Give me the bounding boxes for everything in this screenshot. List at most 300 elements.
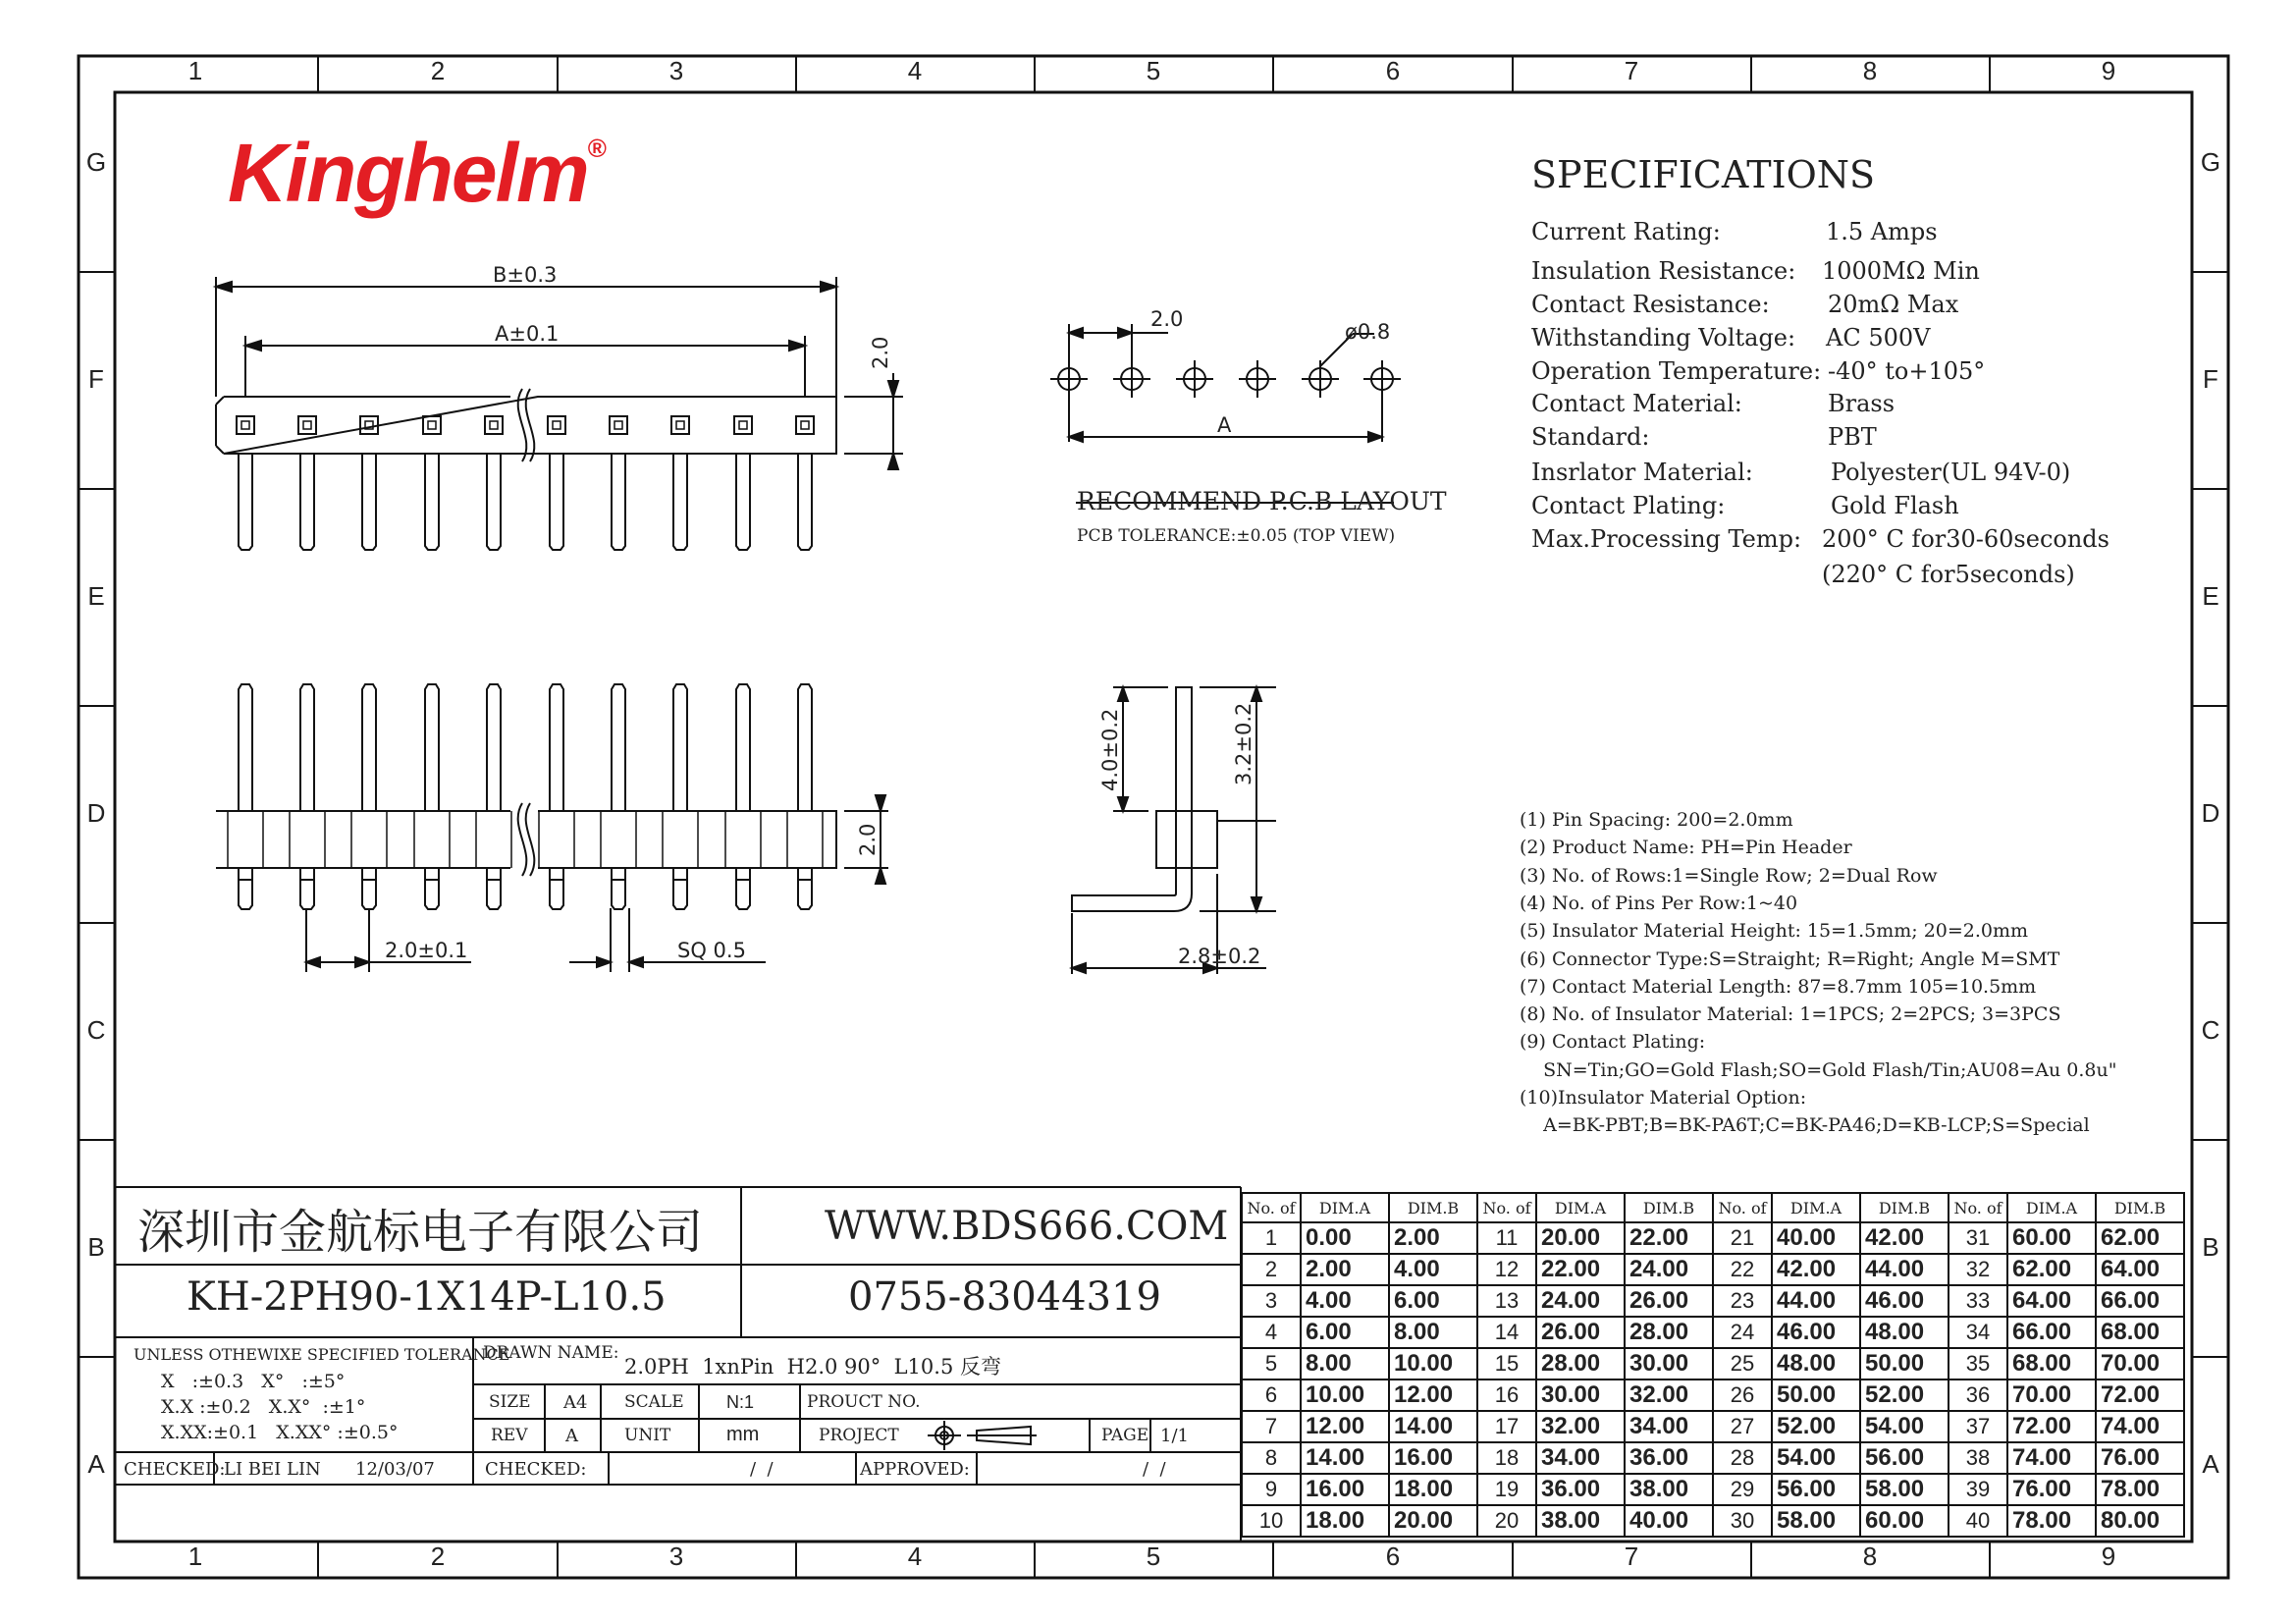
dim-table-row	[1242, 1380, 2184, 1411]
dim-a-cell: 64.00	[2007, 1285, 2096, 1317]
zone-col-label: 3	[668, 56, 684, 85]
pin-count-cell: 9	[1242, 1474, 1301, 1505]
dim-b-cell: 64.00	[2096, 1254, 2184, 1285]
pin-tail	[612, 454, 625, 550]
pin-square-inner	[490, 421, 498, 429]
pin-square	[237, 416, 254, 434]
drawn-name: 2.0PH 1xnPin H2.0 90° L10.5 反弯	[624, 1355, 1001, 1379]
pin-count-cell: 19	[1477, 1474, 1536, 1505]
pin-count-cell: 13	[1477, 1285, 1536, 1317]
dim-b-cell: 44.00	[1860, 1254, 1949, 1285]
pin-count-cell: 5	[1242, 1348, 1301, 1380]
dim-b-cell: 70.00	[2096, 1348, 2184, 1380]
dim-a-cell: 48.00	[1772, 1348, 1860, 1380]
dim-b-cell: 42.00	[1860, 1222, 1949, 1254]
spec-value: Polyester(UL 94V-0)	[1831, 459, 2071, 486]
dim-a-cell: 52.00	[1772, 1411, 1860, 1442]
dim-b-cell: 16.00	[1389, 1442, 1477, 1474]
zone-row-label-right: E	[2202, 581, 2219, 611]
note-line: (7) Contact Material Length: 87=8.7mm 105=10.5mm	[1520, 975, 2037, 998]
dim-b-cell: 48.00	[1860, 1317, 1949, 1348]
zone-row-label: D	[86, 798, 106, 828]
pin-count-cell: 34	[1949, 1317, 2007, 1348]
dim-b-cell: 4.00	[1389, 1254, 1477, 1285]
pin-lower	[487, 868, 501, 909]
pin-upper	[550, 684, 563, 811]
spec-label: Contact Resistance:	[1531, 291, 1770, 318]
pin-count-cell: 32	[1949, 1254, 2007, 1285]
unit-label: UNIT	[624, 1426, 671, 1445]
dim-a-cell: 20.00	[1536, 1222, 1625, 1254]
spec-value: 200° C for30-60seconds	[1822, 525, 2109, 553]
spec-label: Operation Temperature:	[1531, 357, 1822, 385]
pin-upper	[300, 684, 314, 811]
zone-col-label-bottom: 5	[1146, 1542, 1161, 1571]
pin-count-cell: 15	[1477, 1348, 1536, 1380]
zone-col-label-bottom: 3	[668, 1542, 684, 1571]
dim-a-cell: 30.00	[1536, 1380, 1625, 1411]
zone-col-label-bottom: 7	[1624, 1542, 1639, 1571]
dim-a-cell: 42.00	[1772, 1254, 1860, 1285]
spec-label: Max.Processing Temp:	[1531, 525, 1802, 553]
phone-number: 0755-83044319	[848, 1274, 1161, 1320]
pin-square	[734, 416, 752, 434]
pin-count-cell: 23	[1713, 1285, 1772, 1317]
pin-count-cell: 33	[1949, 1285, 2007, 1317]
pin-upper	[798, 684, 812, 811]
pin-square-inner	[739, 421, 747, 429]
spec-value: 1000MΩ Min	[1822, 257, 1980, 285]
dim-b-cell: 74.00	[2096, 1411, 2184, 1442]
dim-front-pitch-label: 2.0±0.1	[385, 939, 468, 962]
pin-lower	[362, 868, 376, 909]
scale-value: N:1	[726, 1392, 755, 1412]
dim-table-row	[1242, 1505, 2184, 1537]
pin-square	[485, 416, 503, 434]
pin-upper	[487, 684, 501, 811]
dim-b-cell: 36.00	[1625, 1442, 1713, 1474]
pin-upper	[673, 684, 687, 811]
spec-label: Contact Material:	[1531, 390, 1742, 417]
dim-b-cell: 20.00	[1389, 1505, 1477, 1537]
spec-row	[1531, 423, 1877, 451]
pin-count-cell: 28	[1713, 1442, 1772, 1474]
specifications-title: SPECIFICATIONS	[1531, 153, 1876, 196]
pin-count-cell: 6	[1242, 1380, 1301, 1411]
zone-row-label: F	[88, 364, 104, 394]
spec-row	[1531, 525, 2109, 553]
dim-b-cell: 8.00	[1389, 1317, 1477, 1348]
dim-a-cell: 66.00	[2007, 1317, 2096, 1348]
pin-count-cell: 10	[1242, 1505, 1301, 1537]
dim-b-cell: 72.00	[2096, 1380, 2184, 1411]
dim-b-cell: 32.00	[1625, 1380, 1713, 1411]
zone-col-label: 5	[1146, 56, 1161, 85]
pin-count-cell: 36	[1949, 1380, 2007, 1411]
dim-a-cell: 26.00	[1536, 1317, 1625, 1348]
dim-table-header: DIM.B	[1625, 1193, 1713, 1222]
dim-b-cell: 2.00	[1389, 1222, 1477, 1254]
registered-mark: ®	[587, 134, 605, 163]
pin-count-cell: 16	[1477, 1380, 1536, 1411]
dim-a-cell: 58.00	[1772, 1505, 1860, 1537]
spec-value: PBT	[1828, 423, 1877, 451]
drawn-name-label: DRAWN NAME:	[483, 1343, 619, 1363]
zone-col-label: 7	[1624, 56, 1639, 85]
dim-a-cell: 62.00	[2007, 1254, 2096, 1285]
product-no-label: PROUCT NO.	[807, 1392, 921, 1412]
pin-upper	[736, 684, 750, 811]
spec-value: 20mΩ Max	[1828, 291, 1959, 318]
part-number: KH-2PH90-1X14P-L10.5	[187, 1274, 667, 1320]
zone-col-label-bottom: 2	[430, 1542, 446, 1571]
zone-col-label-bottom: 8	[1862, 1542, 1878, 1571]
pin-tail	[550, 454, 563, 550]
dim-b-cell: 60.00	[1860, 1505, 1949, 1537]
dim-b-cell: 46.00	[1860, 1285, 1949, 1317]
dim-table-header: No. of	[1949, 1193, 2007, 1222]
pcb-hole-label: ø0.8	[1345, 320, 1391, 344]
dim-a-cell: 68.00	[2007, 1348, 2096, 1380]
dim-a-cell: 74.00	[2007, 1442, 2096, 1474]
zone-col-label-bottom: 6	[1385, 1542, 1401, 1571]
dim-b-cell: 62.00	[2096, 1222, 2184, 1254]
rev-label: REV	[491, 1426, 528, 1445]
zone-col-label: 4	[907, 56, 923, 85]
dim-b-cell: 54.00	[1860, 1411, 1949, 1442]
dim-table-row	[1242, 1474, 2184, 1505]
dim-a-cell: 2.00	[1301, 1254, 1389, 1285]
spec-row	[1531, 459, 2071, 486]
zone-col-label: 6	[1385, 56, 1401, 85]
spec-row	[1531, 390, 1896, 417]
dim-b-cell: 52.00	[1860, 1380, 1949, 1411]
dim-side-28-label: 2.8±0.2	[1178, 945, 1261, 968]
pin-count-cell: 35	[1949, 1348, 2007, 1380]
zone-row-label-right: F	[2203, 364, 2218, 394]
size-value: A4	[563, 1392, 588, 1413]
dim-table-row	[1242, 1222, 2184, 1254]
pin-count-cell: 1	[1242, 1222, 1301, 1254]
pin-count-cell: 12	[1477, 1254, 1536, 1285]
zone-row-label-right: G	[2200, 147, 2221, 177]
note-line: A=BK-PBT;B=BK-PA6T;C=BK-PA46;D=KB-LCP;S=Special	[1520, 1114, 2090, 1137]
zone-col-label-bottom: 9	[2101, 1542, 2116, 1571]
dim-b-cell: 22.00	[1625, 1222, 1713, 1254]
pin-square	[298, 416, 316, 434]
dim-b-label: B±0.3	[493, 263, 558, 287]
dim-a-cell: 34.00	[1536, 1442, 1625, 1474]
dim-b-cell: 30.00	[1625, 1348, 1713, 1380]
spec-value: Brass	[1828, 390, 1896, 417]
zone-row-label-right: C	[2201, 1015, 2220, 1045]
pin-square-inner	[303, 421, 311, 429]
zone-row-label: A	[87, 1449, 105, 1479]
dim-side-40-label: 4.0±0.2	[1098, 708, 1122, 791]
dim-table-row	[1242, 1317, 2184, 1348]
pin-upper	[425, 684, 439, 811]
dim-b-cell: 76.00	[2096, 1442, 2184, 1474]
pin-count-cell: 27	[1713, 1411, 1772, 1442]
pin-tail	[300, 454, 314, 550]
dim-a-cell: 40.00	[1772, 1222, 1860, 1254]
pin-count-cell: 38	[1949, 1442, 2007, 1474]
spec-row	[1531, 218, 1938, 245]
checked-date: 12/03/07	[355, 1459, 435, 1480]
note-line: (9) Contact Plating:	[1520, 1031, 1706, 1054]
dim-a-cell: 28.00	[1536, 1348, 1625, 1380]
scale-label: SCALE	[624, 1392, 684, 1412]
dim-b-cell: 6.00	[1389, 1285, 1477, 1317]
dim-a-cell: 4.00	[1301, 1285, 1389, 1317]
note-line: (6) Connector Type:S=Straight; R=Right; Angle M=SMT	[1520, 947, 2060, 970]
dim-a-cell: 16.00	[1301, 1474, 1389, 1505]
pin-square	[796, 416, 814, 434]
zone-col-label: 1	[187, 56, 203, 85]
note-line: (1) Pin Spacing: 200=2.0mm	[1520, 809, 1793, 831]
company-name: 深圳市金航标电子有限公司	[137, 1205, 704, 1260]
pin-lower	[425, 868, 439, 909]
pcb-pitch-label: 2.0	[1150, 307, 1184, 331]
dim-a-cell: 44.00	[1772, 1285, 1860, 1317]
dim-a-cell: 10.00	[1301, 1380, 1389, 1411]
pin-tail	[239, 454, 252, 550]
dim-b-cell: 56.00	[1860, 1442, 1949, 1474]
zone-col-label: 9	[2101, 56, 2116, 85]
pin-count-cell: 2	[1242, 1254, 1301, 1285]
pin-count-cell: 29	[1713, 1474, 1772, 1505]
dim-table-row	[1242, 1254, 2184, 1285]
pin-square-inner	[553, 421, 561, 429]
dim-table-header: DIM.A	[1536, 1193, 1625, 1222]
dim-table-row	[1242, 1442, 2184, 1474]
pin-upper	[612, 684, 625, 811]
dim-a-cell: 6.00	[1301, 1317, 1389, 1348]
pin-count-cell: 26	[1713, 1380, 1772, 1411]
pin-count-cell: 7	[1242, 1411, 1301, 1442]
spec-value: (220° C for5seconds)	[1822, 561, 2075, 588]
dim-side-32-label: 3.2±0.2	[1232, 702, 1255, 785]
spec-row	[1531, 324, 1931, 352]
page-label: PAGE	[1101, 1426, 1149, 1445]
kinghelm-logo	[228, 126, 605, 221]
pin-count-cell: 40	[1949, 1505, 2007, 1537]
dim-a-cell: 36.00	[1536, 1474, 1625, 1505]
pin-upper	[239, 684, 252, 811]
dim-table-header: No. of	[1242, 1193, 1301, 1222]
website: WWW.BDS666.COM	[825, 1204, 1229, 1249]
zone-col-label: 8	[1862, 56, 1878, 85]
note-line: (5) Insulator Material Height: 15=1.5mm; 20=2.0mm	[1520, 920, 2029, 943]
spec-value: -40° to+105°	[1828, 357, 1986, 385]
dim-a-cell: 18.00	[1301, 1505, 1389, 1537]
project-label: PROJECT	[819, 1426, 899, 1445]
pin-square	[610, 416, 627, 434]
checked2-date: / /	[750, 1459, 774, 1480]
note-line: (3) No. of Rows:1=Single Row; 2=Dual Row	[1520, 864, 1938, 887]
pin-count-cell: 30	[1713, 1505, 1772, 1537]
tolerance-title: UNLESS OTHEWIXE SPECIFIED TOLERANCE	[133, 1345, 510, 1364]
dim-b-cell: 78.00	[2096, 1474, 2184, 1505]
pin-count-cell: 31	[1949, 1222, 2007, 1254]
dim-table-row	[1242, 1285, 2184, 1317]
dim-b-cell: 10.00	[1389, 1348, 1477, 1380]
pcb-a-label: A	[1217, 413, 1232, 437]
dim-a-cell: 22.00	[1536, 1254, 1625, 1285]
pin-count-cell: 11	[1477, 1222, 1536, 1254]
dim-a-cell: 76.00	[2007, 1474, 2096, 1505]
spec-row	[1531, 257, 1980, 285]
dim-b-cell: 26.00	[1625, 1285, 1713, 1317]
dim-table-header: DIM.A	[1772, 1193, 1860, 1222]
pin-count-cell: 4	[1242, 1317, 1301, 1348]
pin-count-cell: 14	[1477, 1317, 1536, 1348]
page-value: 1/1	[1160, 1426, 1189, 1446]
pin-lower	[550, 868, 563, 909]
tolerance-line: X :±0.3 X° :±5°	[161, 1371, 346, 1392]
dim-b-cell: 12.00	[1389, 1380, 1477, 1411]
spec-label: Withstanding Voltage:	[1531, 324, 1796, 352]
spec-label: Contact Plating:	[1531, 492, 1726, 519]
dim-table-row	[1242, 1348, 2184, 1380]
spec-row	[1531, 357, 1986, 385]
pin-square-inner	[676, 421, 684, 429]
pin-square	[423, 416, 441, 434]
size-label: SIZE	[489, 1392, 531, 1412]
pin-square-inner	[241, 421, 249, 429]
spec-label: Insrlator Material:	[1531, 459, 1753, 486]
tolerance-line: X.X :±0.2 X.X° :±1°	[161, 1396, 366, 1418]
dim-b-cell: 50.00	[1860, 1348, 1949, 1380]
pin-count-cell: 22	[1713, 1254, 1772, 1285]
pin-square-inner	[614, 421, 622, 429]
zone-row-label-right: D	[2201, 798, 2220, 828]
dim-b-cell: 66.00	[2096, 1285, 2184, 1317]
dim-b-cell: 28.00	[1625, 1317, 1713, 1348]
dim-b-cell: 38.00	[1625, 1474, 1713, 1505]
dim-table-header: DIM.A	[2007, 1193, 2096, 1222]
dim-a-cell: 0.00	[1301, 1222, 1389, 1254]
pin-count-cell: 21	[1713, 1222, 1772, 1254]
dim-a-cell: 78.00	[2007, 1505, 2096, 1537]
dim-top-height-label: 2.0	[869, 336, 892, 369]
dim-a-cell: 14.00	[1301, 1442, 1389, 1474]
pcb-layout-title: RECOMMEND P.C.B LAYOUT	[1077, 487, 1447, 515]
dimension-table	[1241, 1192, 2185, 1538]
dim-front-height-label: 2.0	[856, 823, 880, 856]
pin-count-cell: 24	[1713, 1317, 1772, 1348]
dim-table-header: DIM.B	[2096, 1193, 2184, 1222]
dim-a-cell: 70.00	[2007, 1380, 2096, 1411]
note-line: (10)Insulator Material Option:	[1520, 1087, 1807, 1109]
pin-count-cell: 37	[1949, 1411, 2007, 1442]
pin-count-cell: 17	[1477, 1411, 1536, 1442]
zone-row-label: C	[86, 1015, 106, 1045]
dim-table-header: DIM.B	[1860, 1193, 1949, 1222]
dim-a-label: A±0.1	[495, 322, 560, 346]
dim-table-row	[1242, 1411, 2184, 1442]
pin-lower	[300, 868, 314, 909]
pin-tail	[487, 454, 501, 550]
spec-row	[1531, 492, 1959, 519]
pin-square-inner	[428, 421, 436, 429]
checked-label: CHECKED:	[124, 1459, 226, 1480]
pin-count-cell: 25	[1713, 1348, 1772, 1380]
spec-value: AC 500V	[1826, 324, 1931, 352]
checked2-label: CHECKED:	[485, 1459, 587, 1480]
zone-row-label: B	[87, 1232, 105, 1262]
dim-table-header: DIM.A	[1301, 1193, 1389, 1222]
note-line: SN=Tin;GO=Gold Flash;SO=Gold Flash/Tin;AU08=Au 0.8u"	[1520, 1058, 2117, 1081]
spec-value: Gold Flash	[1831, 492, 1959, 519]
rev-value: A	[565, 1426, 578, 1446]
pin-tail	[798, 454, 812, 550]
note-line: (2) Product Name: PH=Pin Header	[1520, 837, 1852, 859]
pin-lower	[612, 868, 625, 909]
dim-b-cell: 68.00	[2096, 1317, 2184, 1348]
dim-a-cell: 56.00	[1772, 1474, 1860, 1505]
pin-count-cell: 8	[1242, 1442, 1301, 1474]
dim-table-header: No. of	[1477, 1193, 1536, 1222]
spec-value: 1.5 Amps	[1826, 218, 1938, 245]
dim-b-cell: 80.00	[2096, 1505, 2184, 1537]
dim-b-cell: 58.00	[1860, 1474, 1949, 1505]
pin-tail	[736, 454, 750, 550]
spec-label: Standard:	[1531, 423, 1650, 451]
note-line: (4) No. of Pins Per Row:1~40	[1520, 892, 1798, 914]
dim-a-cell: 8.00	[1301, 1348, 1389, 1380]
zone-col-label-bottom: 4	[907, 1542, 923, 1571]
pin-square	[671, 416, 689, 434]
approved-label: APPROVED:	[860, 1459, 970, 1480]
spec-row	[1531, 291, 1959, 318]
dim-a-cell: 50.00	[1772, 1380, 1860, 1411]
tolerance-line: X.XX:±0.1 X.XX° :±0.5°	[161, 1422, 399, 1443]
dim-a-cell: 60.00	[2007, 1222, 2096, 1254]
zone-col-label: 2	[430, 56, 446, 85]
zone-row-label: G	[85, 147, 107, 177]
dim-a-cell: 46.00	[1772, 1317, 1860, 1348]
pin-tail	[425, 454, 439, 550]
pin-lower	[673, 868, 687, 909]
zone-row-label: E	[87, 581, 105, 611]
logo-text: Kinghelm	[228, 127, 588, 219]
dim-a-cell: 72.00	[2007, 1411, 2096, 1442]
pcb-tolerance: PCB TOLERANCE:±0.05 (TOP VIEW)	[1077, 526, 1396, 546]
approved-date: / /	[1143, 1459, 1166, 1480]
dim-b-cell: 40.00	[1625, 1505, 1713, 1537]
dim-sq-label: SQ 0.5	[677, 939, 746, 962]
pin-count-cell: 3	[1242, 1285, 1301, 1317]
pin-count-cell: 39	[1949, 1474, 2007, 1505]
dim-b-cell: 18.00	[1389, 1474, 1477, 1505]
pin-square-inner	[801, 421, 809, 429]
pin-upper	[362, 684, 376, 811]
spec-label: Insulation Resistance:	[1531, 257, 1796, 285]
note-line: (8) No. of Insulator Material: 1=1PCS; 2=2PCS; 3=3PCS	[1520, 1003, 2061, 1026]
pin-square	[360, 416, 378, 434]
zone-col-label-bottom: 1	[187, 1542, 203, 1571]
pin-tail	[673, 454, 687, 550]
pin-count-cell: 20	[1477, 1505, 1536, 1537]
dim-b-cell: 24.00	[1625, 1254, 1713, 1285]
dim-b-cell: 14.00	[1389, 1411, 1477, 1442]
dim-b-cell: 34.00	[1625, 1411, 1713, 1442]
dim-a-cell: 38.00	[1536, 1505, 1625, 1537]
pin-tail	[362, 454, 376, 550]
checked-by: LI BEI LIN	[224, 1459, 321, 1480]
dim-a-cell: 32.00	[1536, 1411, 1625, 1442]
